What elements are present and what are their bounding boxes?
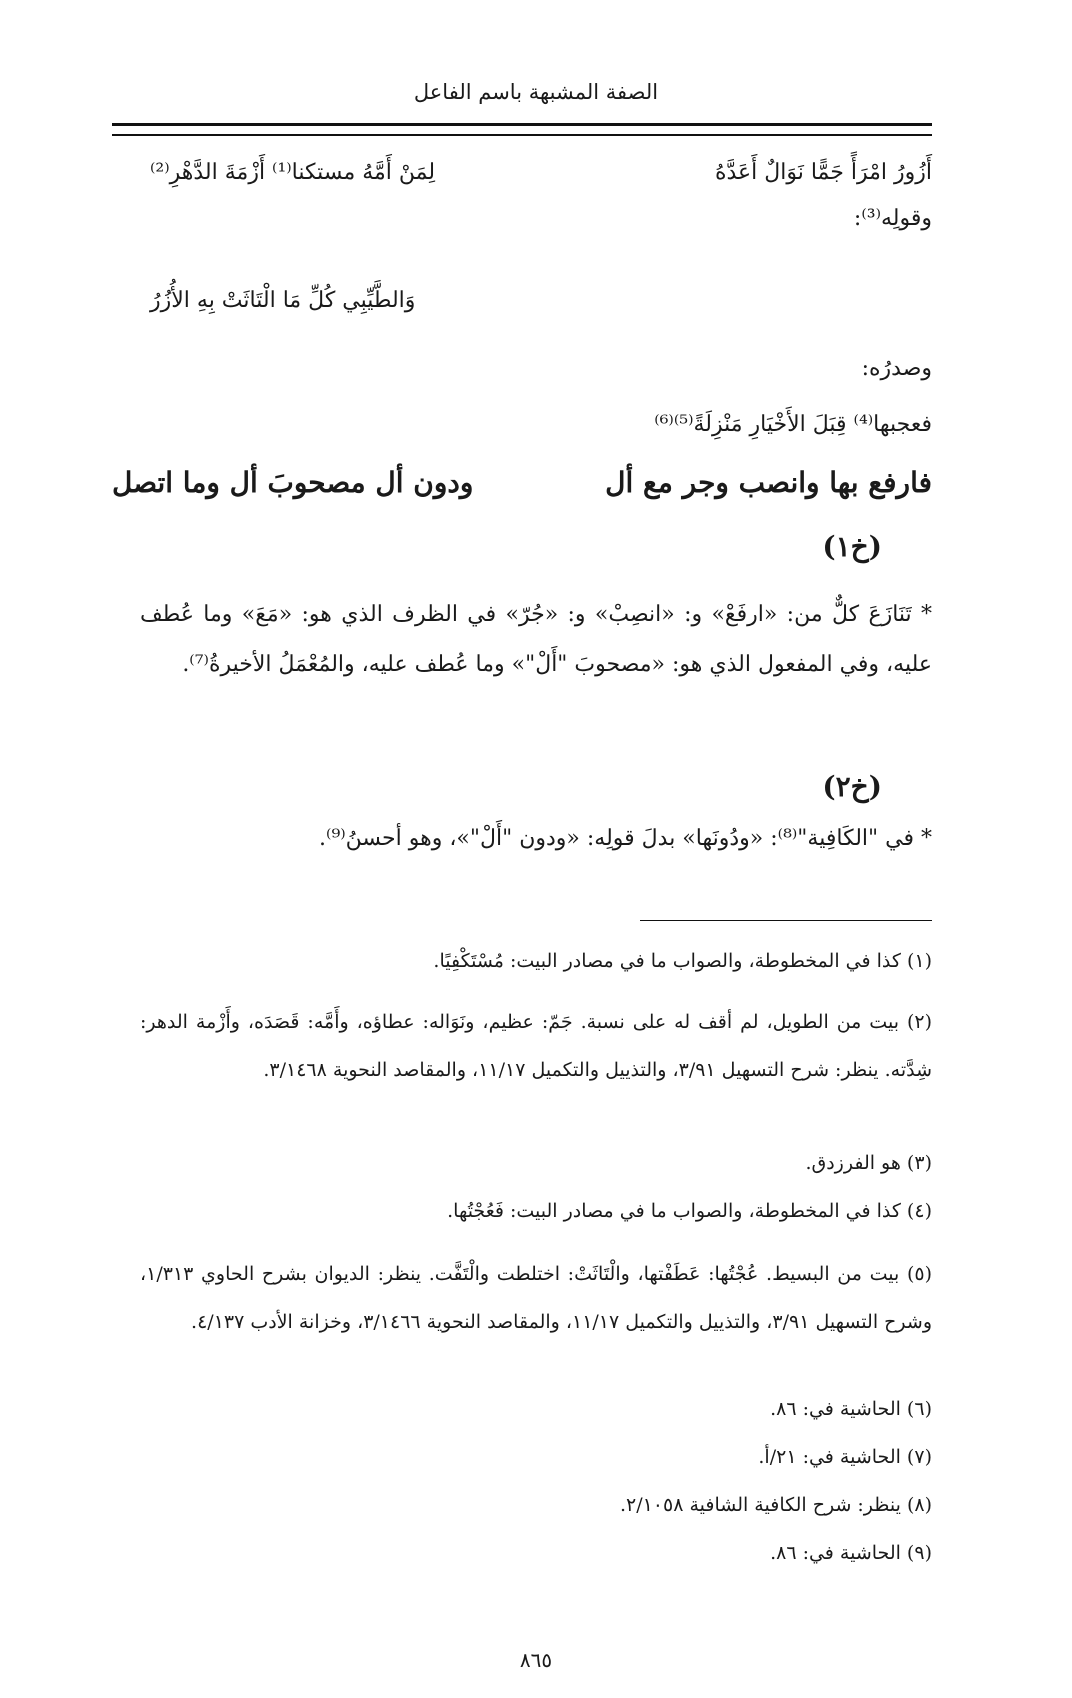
footnote-rule xyxy=(640,920,932,921)
section1-text: * تَنَازَعَ كلٌّ من: «ارفَعْ» و: «انصِبْ» و: «جُرّ» في الظرف الذي هو: «مَعَ» وما عُطف عليه، وفي المفعول الذي هو: «مصحوبَ "أَلْ"» وما عُطف عليه، والمُعْمَلُ الأخيرةُ⁽⁷⁾. xyxy=(140,602,932,677)
section2-text: * في "الكَافِية"⁽⁸⁾: «ودُونَها» بدلَ قولِه: «ودون "أَلْ"»، وهو أحسنُ⁽⁹⁾. xyxy=(319,826,932,851)
section2-label: (خ٢) xyxy=(822,770,882,803)
footnote-2: (٢) بيت من الطويل، لم أقف له على نسبة. جَمّ: عظيم، ونَوَاله: عطاؤه، وأَمَّه: قَصَدَه، وأَزْمة الدهر: شِدَّته. ينظر: شرح التسهيل ٣/٩١، والتذييل والتكميل ١١/١٧، والمقاصد النحوية ٣/١٤٦٨. xyxy=(140,1011,932,1081)
footnote-3: (٣) هو الفرزدق. xyxy=(805,1152,932,1174)
verse2: وَالطَّيِّبِي كُلِّ مَا الْتَاثَتْ بِهِ الأُزُرُ xyxy=(150,288,416,313)
verse1-right-hemistich: أَزُورُ امْرَأً جَمًّا نَوَالٌ أَعَدَّهُ xyxy=(714,160,932,185)
qawluh-line: وقولِه⁽³⁾: xyxy=(853,206,932,231)
footnote-4: (٤) كذا في المخطوطة، والصواب ما في مصادر البيت: فَعُجْتُها. xyxy=(447,1200,932,1222)
sadruh-line: وصدرُه: xyxy=(861,356,932,381)
poem-right: فارفع بها وانصب وجر مع أل xyxy=(605,466,932,499)
footnote-9: (٩) الحاشية في: ٨٦. xyxy=(770,1542,932,1564)
section1-label: (خ١) xyxy=(822,530,882,563)
footnote-6: (٦) الحاشية في: ٨٦. xyxy=(770,1398,932,1420)
running-header: الصفة المشبهة باسم الفاعل xyxy=(413,80,659,104)
header-rule-thick xyxy=(112,123,932,126)
verse3: فعجبها⁽⁴⁾ قِبَلَ الأَخْيَارِ مَنْزِلَةً⁽⁵⁾⁽⁶⁾ xyxy=(654,412,932,437)
footnote-7: (٧) الحاشية في: ٢١/أ. xyxy=(758,1446,932,1468)
poem-left: ودون أل مصحوبَ أل وما اتصل xyxy=(112,466,474,499)
footnote-1: (١) كذا في المخطوطة، والصواب ما في مصادر البيت: مُسْتَكْفِيًا. xyxy=(433,950,932,972)
footnote-8: (٨) ينظر: شرح الكافية الشافية ٢/١٠٥٨. xyxy=(619,1494,932,1516)
footnote-5: (٥) بيت من البسيط. عُجْتُها: عَطَفْتها، والْتَاثَتْ: اختلطت والْتَفَّت. ينظر: الديوان بشرح الحاوي ١/٣١٣، وشرح التسهيل ٣/٩١، والتذييل والتكميل ١١/١٧، والمقاصد النحوية ٣/١٤٦٦، وخزانة الأدب ٤/١٣٧. xyxy=(140,1263,932,1333)
page-number: ٨٦٥ xyxy=(519,1648,553,1672)
header-rule-thin xyxy=(112,134,932,136)
verse1-left-hemistich: لِمَنْ أَمَّهُ مستكنا⁽¹⁾ أَزْمَةَ الدَّهْرِ⁽²⁾ xyxy=(150,160,436,185)
